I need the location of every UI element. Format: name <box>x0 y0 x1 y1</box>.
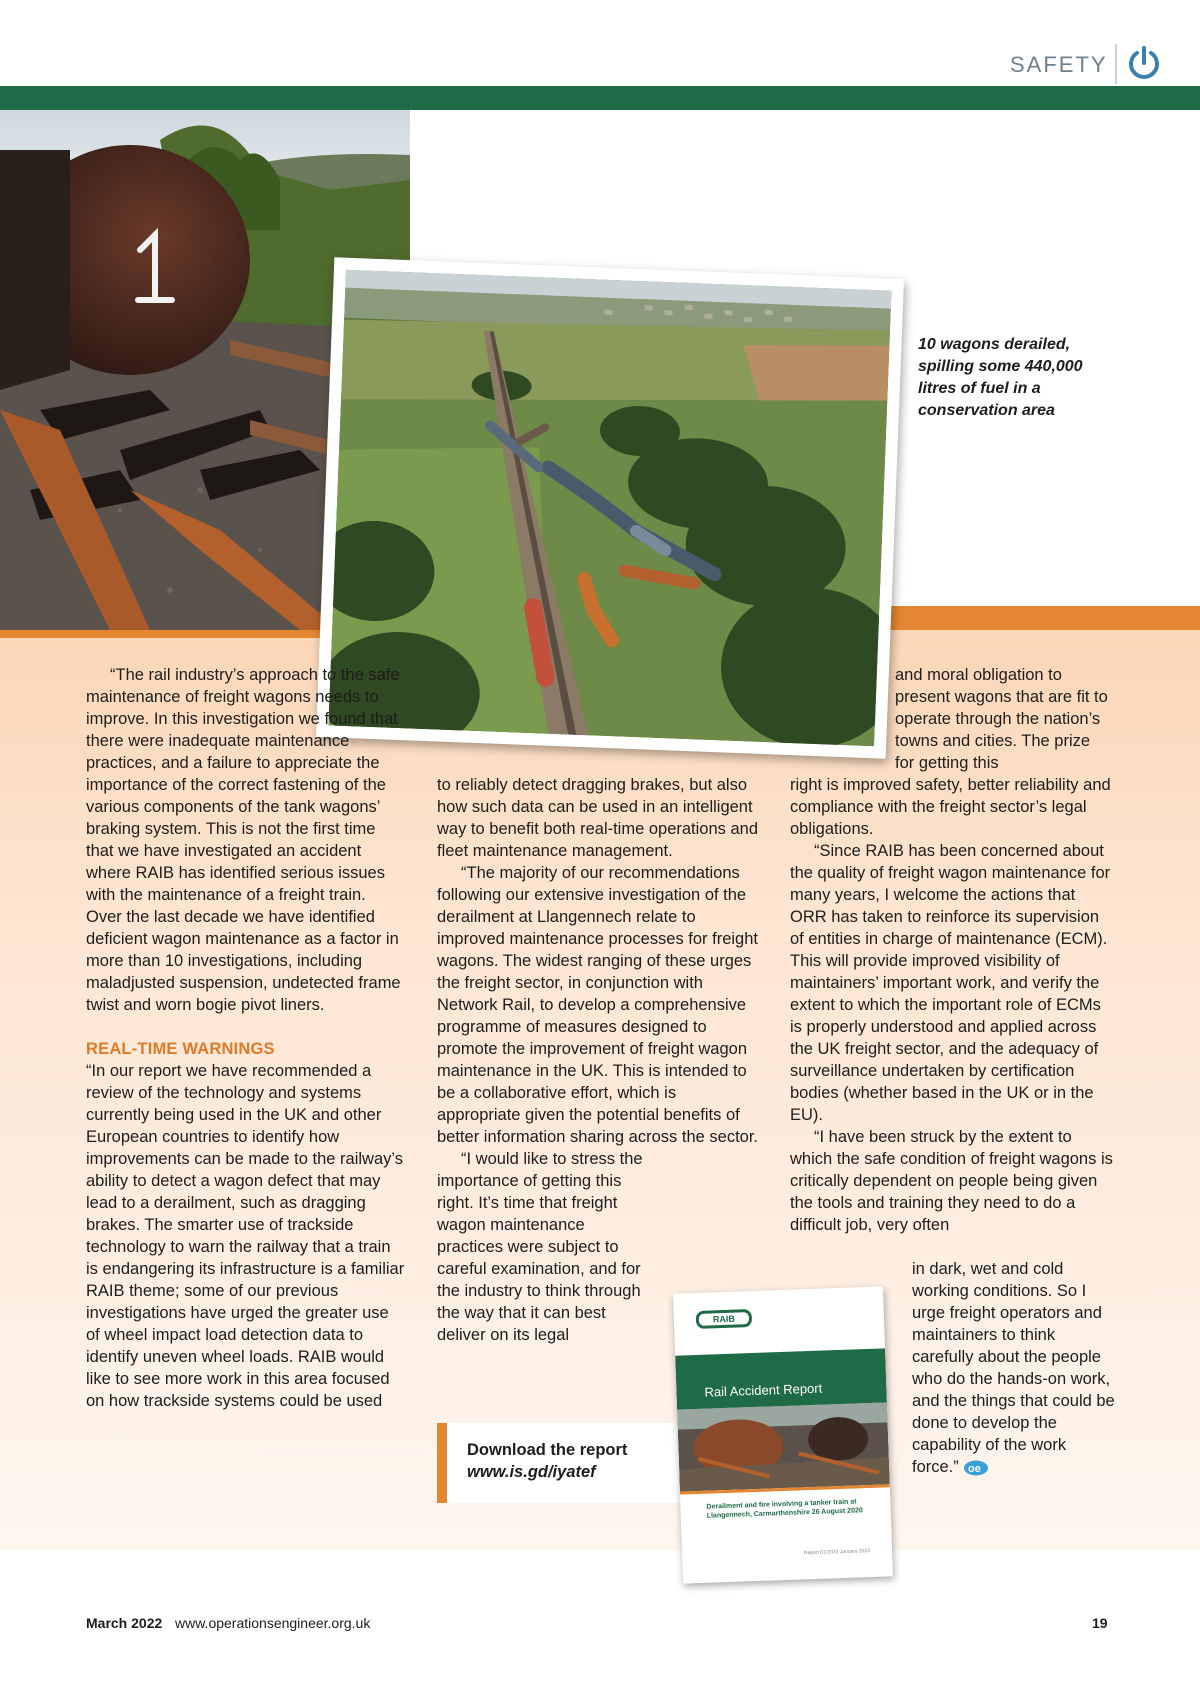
cover-subtitle: Derailment and fire involving a tanker train at Llangennech, Carmarthenshire 26 August 2020 <box>706 1498 863 1520</box>
article-column-1 <box>86 664 406 1412</box>
raib-logo: RAIB <box>696 1309 753 1329</box>
cover-photo <box>677 1402 890 1491</box>
paragraph: right is improved safety, better reliability and compliance with the freight sector’s legal obligations. <box>790 776 1111 838</box>
paragraph <box>912 1258 1117 1478</box>
download-link[interactable]: www.is.gd/iyatef <box>467 1463 596 1481</box>
paragraph: “The majority of our recommendations following our extensive investigation of the derailment at Llangennech relate to improved maintenance processes for freight wagons. The widest ranging of these urges the freight sector, in conjunction with Network Rail, to develop a comprehensive programme of measures designed to promote the improvement of freight wagon maintenance in the UK. This is intended to be a collaborative effort, which is appropriate given the potential benefits of better information sharing across the sector. <box>437 864 758 1146</box>
paragraph: “I have been struck by the extent to which the safe condition of freight wagons is critically dependent on people being given the tools and training they need to do a difficult job, very often <box>790 1128 1113 1234</box>
footer-date: March 2022 <box>86 1615 163 1631</box>
closing-quote-text: in dark, wet and cold working conditions. So I urge freight operators and maintainers to think carefully about the people who do the hands-on work, and the things that could be done to develop the capability of the work force.” <box>912 1260 1115 1476</box>
article-column-3-bottom <box>912 1258 1117 1478</box>
orange-accent-left <box>0 630 340 638</box>
section-label: SAFETY <box>1010 52 1108 77</box>
paragraph: “In our report we have recommended a review of the technology and systems currently being used in the UK and other European countries to identify how improvements can be made to the railway’s ability to detect a wagon defect that may lead to a derailment, such as dragging brakes. The smarter use of trackside technology to warn the railway that a train is endangering its infrastructure is a familiar RAIB theme; some of our previous investigations have urged the greater use of wheel impact load detection data to identify uneven wheel loads. RAIB would like to see more work in this area focused on how trackside systems could be used <box>86 1062 405 1410</box>
cover-green-band <box>675 1348 887 1409</box>
photo-caption: 10 wagons derailed, spilling some 440,000 litres of fuel in a conservation area <box>918 336 1083 419</box>
download-title: Download the report <box>467 1441 628 1459</box>
article-column-3-top <box>895 664 1110 774</box>
subheading: REAL-TIME WARNINGS <box>86 1040 275 1058</box>
footer-url[interactable]: www.operationsengineer.org.uk <box>175 1615 371 1631</box>
download-report-box[interactable] <box>437 1423 687 1503</box>
cover-reference: Report 01/2022 January 2022 <box>803 1548 871 1557</box>
paragraph: to reliably detect dragging brakes, but also how such data can be used in an intelligent way to benefit both real-time operations and fleet maintenance management. <box>437 776 759 860</box>
article-column-2 <box>437 774 762 1346</box>
article-column-3 <box>790 774 1115 1236</box>
paragraph: “The rail industry’s approach to the safe maintenance of freight wagons needs to improve. In this investigation we found that there were inadequate maintenance practices, and a failure to appreciate the importance of the correct fastening of the various components of the tank wagons’ braking system. This is not the first time that we have investigated an accident where RAIB has identified serious issues with the maintenance of a freight train. Over the last decade we have identified deficient wagon maintenance as a factor in more than 10 investigations, including maladjusted suspension, undetected frame twist and worn bogie pivot liners. <box>86 666 401 1014</box>
svg-text:oe: oe <box>967 1462 981 1475</box>
paragraph: “I would like to stress the importance of getting this right. It’s time that freight wagon maintenance practices were subject to careful examination, and for the industry to think through the way that it can best deliver on its legal <box>437 1150 643 1344</box>
page-number: 19 <box>1092 1615 1108 1631</box>
report-cover <box>673 1286 893 1583</box>
orange-accent-right <box>880 606 1200 630</box>
power-icon <box>1125 44 1163 82</box>
paragraph: “Since RAIB has been concerned about the quality of freight wagon maintenance for many years, I welcome the actions that ORR has taken to reinforce its supervision of entities in charge of maintenance (ECM). This will provide improved visibility of maintainers’ important work, and verify the extent to which the important role of ECMs is properly understood and applied across the UK freight sector, and the adequacy of surveillance undertaken by certification bodies (whether based in the UK or in the EU). <box>790 842 1111 1124</box>
paragraph: and moral obligation to present wagons that are fit to operate through the nation’s towns and cities. The prize for getting this <box>895 666 1108 772</box>
header-green-bar <box>0 86 1200 110</box>
oe-logo-icon <box>963 1460 989 1476</box>
section-separator <box>1115 44 1117 84</box>
cover-title: Rail Accident Report <box>704 1380 823 1400</box>
